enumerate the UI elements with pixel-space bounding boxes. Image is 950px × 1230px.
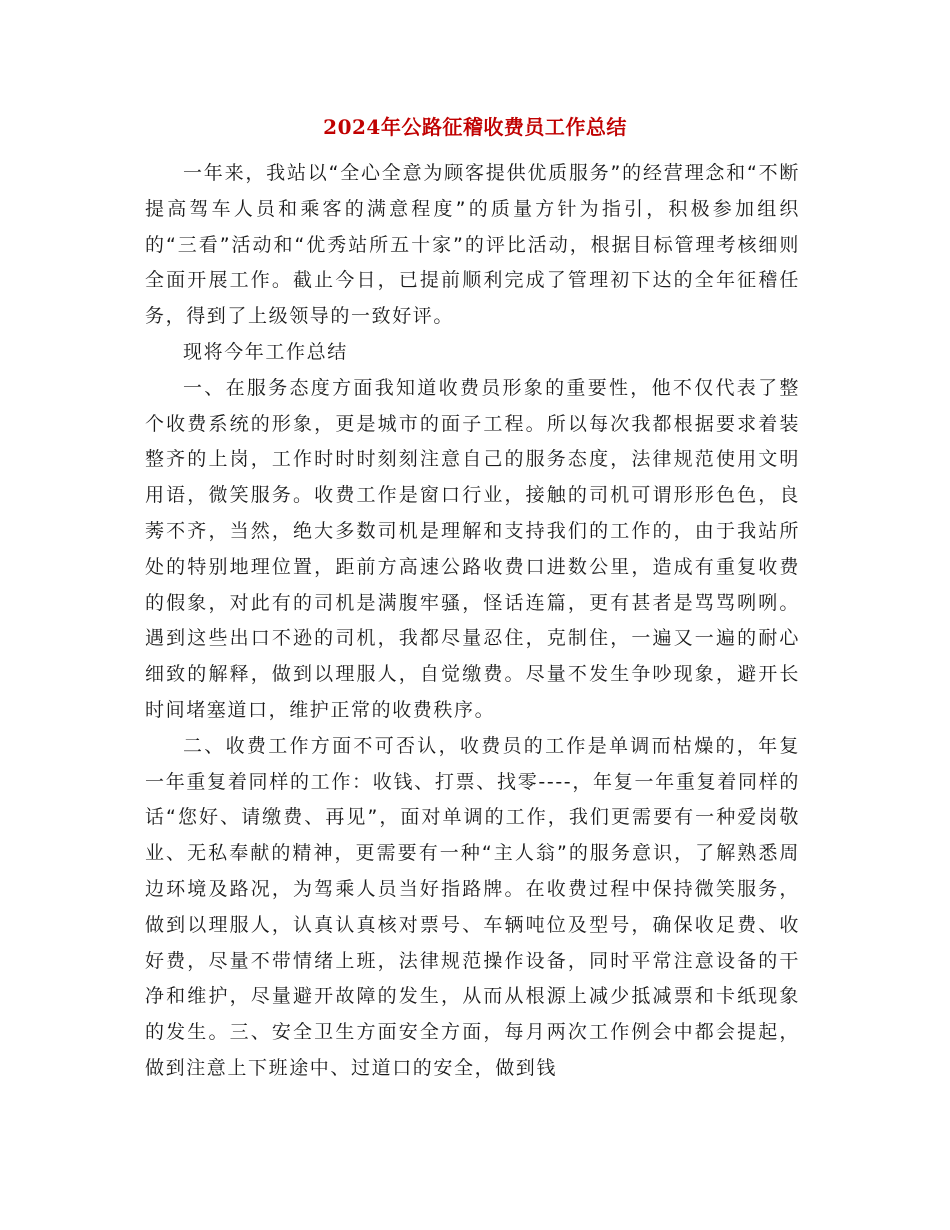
paragraph-summary-heading: 现将今年工作总结 xyxy=(183,340,348,363)
paragraph-toll-work: 二、收费工作方面不可否认，收费员的工作是单调而枯燥的，年复一年重复着同样的工作：收钱、打票、找零----，年复一年重复着同样的话“您好、请缴费、再见”，面对单调的工作，我们更需要有一种爱岗敬业、无私奉献的精神，更需要有一种“主人翁”的服务意识，了解熟悉周边环境及路况，为驾乘人员当好指路牌。在收费过程中保持微笑服务，做到以理服人，认真认真核对票号、车辆吨位及型号，确保收足费、收好费，尽量不带情绪上班，法律规范操作设备，同时平常注意设备的干净和维护，尽量避开故障的发生，从而从根源上减少抵减票和卡纸现象的发生。三、安全卫生方面安全方面，每月两次工作例会中都会提起，做到注意上下班途中、过道口的安全，做到钱 xyxy=(145,734,800,1079)
paragraph-intro: 一年来，我站以“全心全意为顾客提供优质服务”的经营理念和“不断提高驾车人员和乘客的满意程度”的质量方针为指引，积极参加组织的“三看”活动和“优秀站所五十家”的评比活动，根据目标管理考核细则全面开展工作。截止今日，已提前顺利完成了管理初下达的全年征稽任务，得到了上级领导的一致好评。 xyxy=(145,162,800,328)
document-body xyxy=(145,156,800,1087)
paragraph-service-attitude: 一、在服务态度方面我知道收费员形象的重要性，他不仅代表了整个收费系统的形象，更是城市的面子工程。所以每次我都根据要求着装整齐的上岗，工作时时时刻刻注意自己的服务态度，法律规范使用文明用语，微笑服务。收费工作是窗口行业，接触的司机可谓形形色色，良莠不齐，当然，绝大多数司机是理解和支持我们的工作的，由于我站所处的特别地理位置，距前方高速公路收费口进数公里，造成有重复收费的假象，对此有的司机是满腹牢骚，怪话连篇，更有甚者是骂骂咧咧。遇到这些出口不逊的司机，我都尽量忍住，克制住，一遍又一遍的耐心细致的解释，做到以理服人，自觉缴费。尽量不发生争吵现象，避开长时间堵塞道口，维护正常的收费秩序。 xyxy=(145,376,800,721)
document-title: 2024年公路征稽收费员工作总结 xyxy=(323,115,627,139)
